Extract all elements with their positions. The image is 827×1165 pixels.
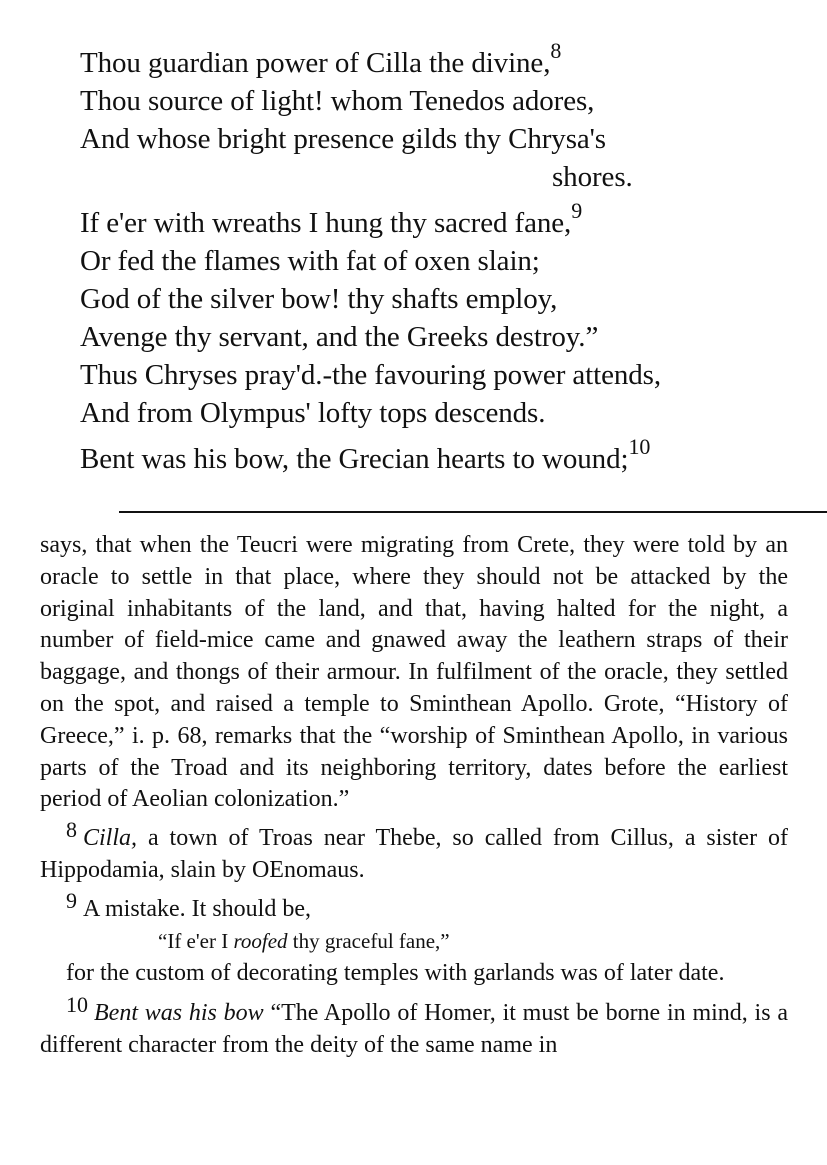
verse-line: If e'er with wreaths I hung thy sacred fane,$^9$ <box>80 198 583 239</box>
footnote-text: “The Apollo of Homer, it must be borne in mind, is a different character from the deity of the same name in <box>40 1000 788 1059</box>
footnote-9 <box>40 887 788 926</box>
verse-line: Avenge thy servant, and the Greeks destroy.” <box>80 321 599 353</box>
verse-line-turnover: shores. <box>552 161 633 193</box>
footnote-ref[interactable]: 8 <box>550 38 562 63</box>
footnote-10 <box>40 992 788 1062</box>
footnote-continuation: says, that when the Teucri were migrating from Crete, they were told by an oracle to settle in that place, where they should not be attacked by the original inhabitants of the land, and that, having halted for the night, a number of field-mice came and gnawed away the leathern straps of their baggage, and thongs of their armour. In fulfilment of the oracle, they settled on the spot, and raised a temple to Sminthean Apollo. Grote, “History of Greece,” i. p. 68, remarks that the “worship of Sminthean Apollo, in various parts of the Troad and its neighboring territory, dates before the earliest period of Aeolian colonization.” <box>40 532 788 813</box>
footnote-divider <box>119 511 827 513</box>
footnote-quote: “If e'er I roofed thy graceful fane,” <box>158 928 450 953</box>
footnote-term: Bent was his bow <box>94 1000 264 1027</box>
footnote-number: 8 <box>66 817 77 843</box>
footnote-8 <box>40 817 788 887</box>
footnotes <box>40 530 788 1062</box>
footnote-number: 9 <box>66 887 77 913</box>
verse-line: And whose bright presence gilds thy Chrysa's <box>80 123 606 155</box>
verse-line: Thou source of light! whom Tenedos adores, <box>80 85 595 117</box>
footnote-term: Cilla, <box>83 825 138 852</box>
footnote-text: A mistake. It should be, <box>83 895 311 922</box>
footnote-text-continued: for the custom of decorating temples with garlands was of later date. <box>66 959 725 986</box>
footnote-text: a town of Troas near Thebe, so called from Cillus, a sister of Hippodamia, slain by OEnomaus. <box>40 825 788 883</box>
verse-line: Bent was his bow, the Grecian hearts to wound;$^{10}$ <box>80 434 651 475</box>
footnote-number: 10 <box>66 992 88 1018</box>
verse-line: God of the silver bow! thy shafts employ, <box>80 283 558 315</box>
footnote-ref[interactable]: 10 <box>628 434 651 459</box>
verse-block <box>80 38 800 478</box>
verse-line: And from Olympus' lofty tops descends. <box>80 397 546 429</box>
verse-line: Thou guardian power of Cilla the divine,$^8$ <box>80 38 562 79</box>
footnote-ref[interactable]: 9 <box>571 198 583 223</box>
verse-line: Thus Chryses pray'd.-the favouring power attends, <box>80 359 661 391</box>
verse-line: Or fed the flames with fat of oxen slain; <box>80 245 540 277</box>
